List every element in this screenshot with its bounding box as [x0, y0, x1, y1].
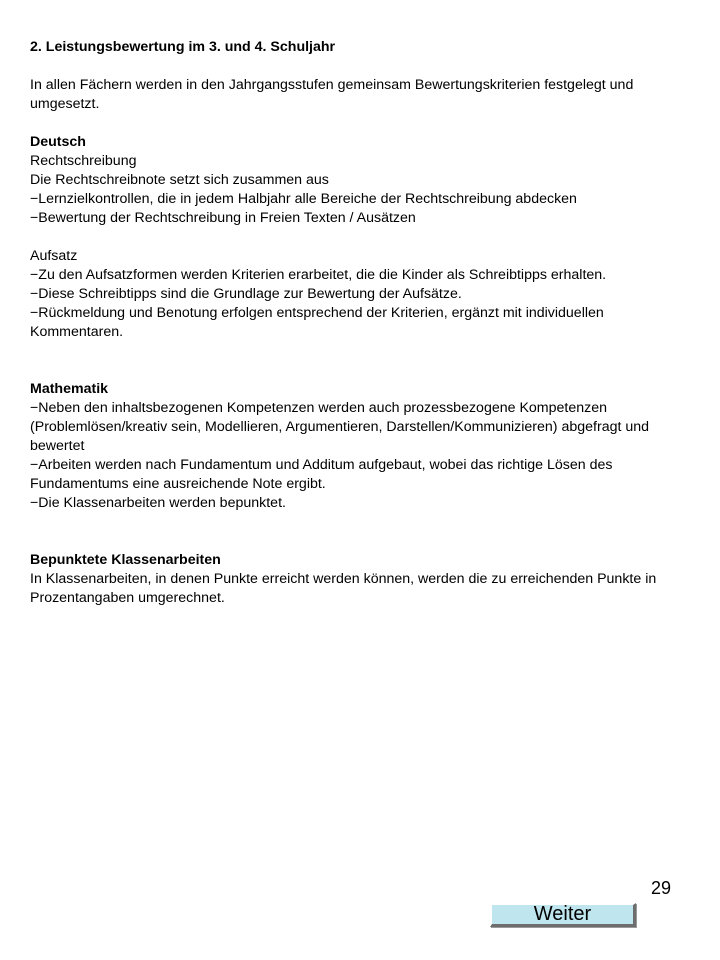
list-item: − Arbeiten werden nach Fundamentum und Additum aufgebaut, wobei das richtige Lösen des Fundamentums eine ausreichende Note ergibt. — [30, 456, 690, 494]
section-title: 2. Leistungsbewertung im 3. und 4. Schuljahr — [30, 39, 336, 55]
rechtschreibung-line: Die Rechtschreibnote setzt sich zusammen aus — [30, 172, 329, 188]
weiter-button[interactable]: Weiter — [490, 903, 636, 927]
list-item: − Neben den inhaltsbezogenen Kompetenzen werden auch prozessbezogene Kompetenzen (Problemlösen/kreativ sein, Modellieren, Argumentieren, Darstellen/Kommunizieren) abgefragt und bewertet — [30, 399, 690, 456]
aufsatz-title: Aufsatz — [30, 248, 78, 264]
list-item: − Rückmeldung und Benotung erfolgen entsprechend der Kriterien, ergänzt mit individuellen Kommentaren. — [30, 304, 690, 342]
rechtschreibung-title: Rechtschreibung — [30, 153, 137, 169]
intro-text: In allen Fächern werden in den Jahrgangsstufen gemeinsam Bewertungskriterien festgelegt und umgesetzt. — [30, 77, 634, 112]
list-item: − Diese Schreibtipps sind die Grundlage zur Bewertung der Aufsätze. — [30, 285, 690, 304]
klassenarbeiten-heading: Bepunktete Klassenarbeiten — [30, 552, 221, 568]
list-item: − Die Klassenarbeiten werden bepunktet. — [30, 494, 690, 513]
mathematik-heading: Mathematik — [30, 381, 109, 397]
page-number: 29 — [651, 878, 672, 898]
list-item: − Lernzielkontrollen, die in jedem Halbjahr alle Bereiche der Rechtschreibung abdecken — [30, 190, 690, 209]
list-item: − Zu den Aufsatzformen werden Kriterien erarbeitet, die die Kinder als Schreibtipps erhalten. — [30, 266, 690, 285]
deutsch-heading: Deutsch — [30, 134, 86, 150]
document-body — [30, 38, 690, 608]
klassenarbeiten-text: In Klassenarbeiten, in denen Punkte erreicht werden können, werden die zu erreichenden Punkte in Prozentangaben umgerechnet. — [30, 571, 657, 606]
list-item: − Bewertung der Rechtschreibung in Freien Texten / Ausätzen — [30, 209, 690, 228]
